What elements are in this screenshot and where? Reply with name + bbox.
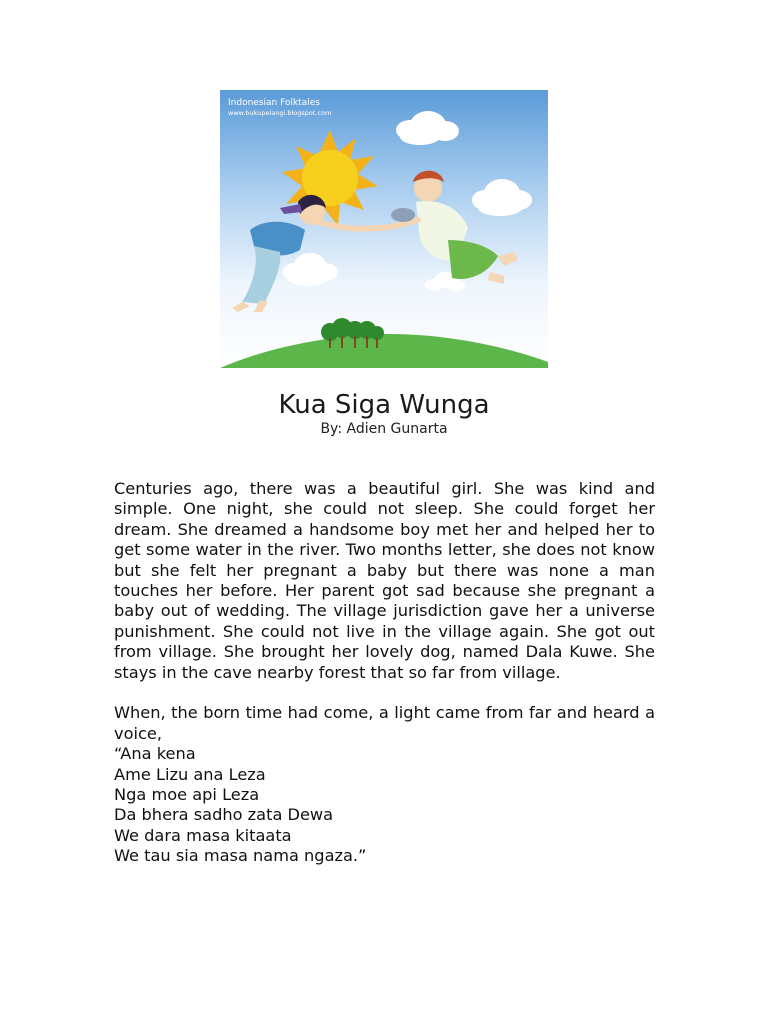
story-title: Kua Siga Wunga bbox=[278, 390, 490, 420]
illustration-caption-line1: Indonesian Folktales bbox=[228, 98, 320, 108]
verse-line: Nga moe api Leza bbox=[114, 785, 260, 805]
story-byline: By: Adien Gunarta bbox=[320, 421, 448, 437]
folktale-illustration bbox=[220, 90, 548, 368]
verse-line: Da bhera sadho zata Dewa bbox=[114, 805, 334, 825]
verse-line: We dara masa kitaata bbox=[114, 825, 292, 845]
story-paragraph: Centuries ago, there was a beautiful girl. She was kind and simple. One night, she could not sleep. She could forget her dream. She dreamed a handsome boy met her and helped her to get some water in the river. Two months letter, she does not know but she felt her pregnant a baby but there was none a man touches her before. Her parent got sad because she pregnant a baby out of wedding. The village jurisdiction gave her a universe punishment. She could not live in the village again. She got out from village. She brought her lovely dog, named Dala Kuwe. She stays in the cave nearby forest that so far from village. bbox=[114, 479, 655, 682]
illustration-artwork bbox=[220, 90, 548, 368]
illustration-caption-line2: www.bukupelangi.blogspot.com bbox=[228, 109, 332, 117]
verse-line: We tau sia masa nama ngaza.” bbox=[114, 846, 367, 866]
verse-line: “Ana kena bbox=[114, 744, 196, 764]
verse-line: Ame Lizu ana Leza bbox=[114, 764, 266, 784]
story-paragraph: When, the born time had come, a light came from far and heard a voice, bbox=[114, 703, 655, 743]
story-body bbox=[114, 479, 655, 867]
verse-block bbox=[114, 744, 655, 866]
